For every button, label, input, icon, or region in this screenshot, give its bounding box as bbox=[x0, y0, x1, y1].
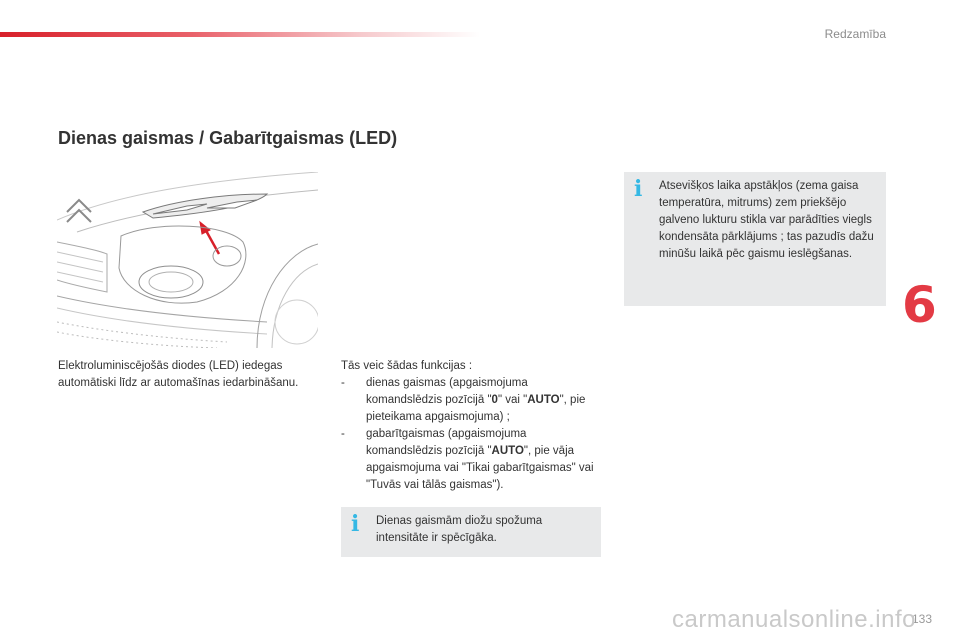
function-text: " vai " bbox=[497, 394, 528, 406]
header-accent-bar bbox=[0, 32, 480, 37]
info-box-condensation bbox=[624, 172, 886, 306]
function-text: ", pie vāja apgaismojuma vai "Tikai gabarītgaismas" vai "Tuvās vai tālās gaismas"). bbox=[366, 445, 594, 491]
function-bold-value: AUTO bbox=[491, 445, 524, 457]
info-box-intensity bbox=[341, 507, 601, 557]
info-icon: i bbox=[351, 511, 360, 537]
intro-paragraph: Elektroluminiscējošās diodes (LED) iedegas automātiski līdz ar automašīnas iedarbināšanu. bbox=[58, 360, 299, 389]
info-icon: i bbox=[634, 176, 643, 202]
list-dash: - bbox=[341, 377, 345, 389]
functions-intro: Tās veic šādas funkcijas : bbox=[341, 360, 473, 372]
function-text: ", pie pieteikama apgaismojuma) ; bbox=[366, 394, 586, 423]
function-bold-value: 0 bbox=[491, 394, 498, 406]
function-bold-value: AUTO bbox=[527, 394, 560, 406]
list-dash: - bbox=[341, 428, 345, 440]
led-illustration bbox=[57, 172, 318, 348]
info-text: Dienas gaismām diožu spožuma intensitāte ir spēcīgāka. bbox=[376, 515, 543, 544]
function-item-daytime bbox=[341, 375, 603, 426]
functions-list bbox=[341, 358, 603, 494]
function-item-sidelights bbox=[341, 426, 603, 494]
chapter-number: 6 bbox=[902, 276, 937, 334]
function-text: gabarītgaismas (apgaismojuma komandslēdzis pozīcijā " bbox=[366, 428, 527, 457]
function-text: dienas gaismas (apgaismojuma komandslēdzis pozīcijā " bbox=[366, 377, 528, 406]
page-number: 133 bbox=[911, 612, 932, 626]
info-text: Atsevišķos laika apstākļos (zema gaisa temperatūra, mitrums) zem priekšējo galveno lukturu stikla var parādīties viegls kondensāta pārklājums ; tas pazudīs dažu minūšu laikā pēc gaismu ieslēgšanas. bbox=[659, 180, 874, 260]
page-title: Dienas gaismas / Gabarītgaismas (LED) bbox=[58, 128, 398, 148]
watermark: carmanualsonline.info bbox=[672, 606, 916, 633]
section-title: Redzamība bbox=[824, 27, 886, 41]
